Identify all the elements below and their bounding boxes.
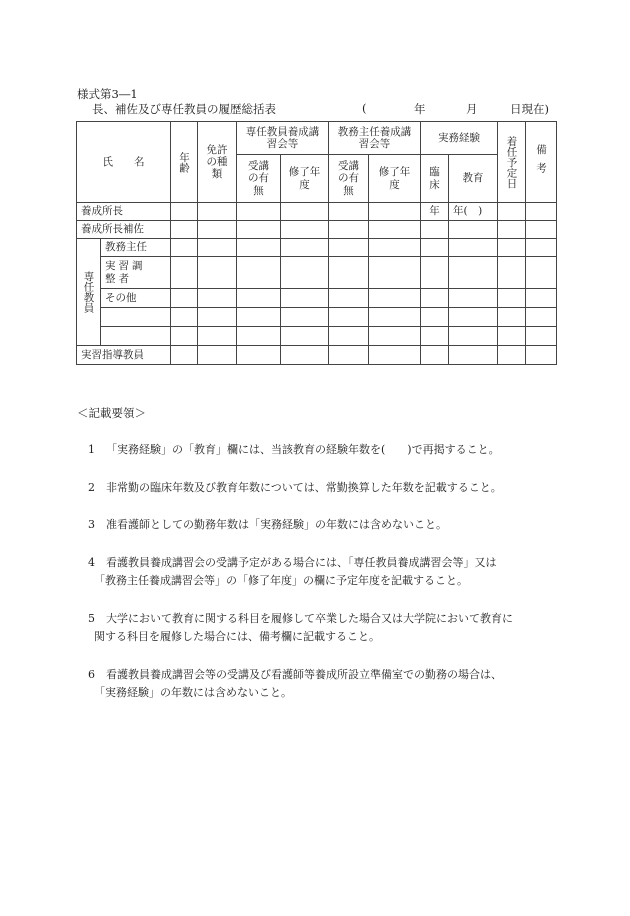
cell[interactable] [171, 327, 198, 346]
notes-heading: ＜記載要領＞ [77, 406, 146, 420]
cell[interactable] [101, 327, 171, 346]
header-senin-course: 専任教員養成講習会等 [237, 122, 329, 155]
cell[interactable] [449, 327, 498, 346]
header-senin-completion: 修了年度 [281, 155, 329, 203]
note-item: 6 看護教員養成講習会等の受講及び看護師等養成所設立準備室での勤務の場合は、 「実務経験」の年数には含めないこと。 [88, 668, 502, 699]
cell[interactable] [369, 327, 421, 346]
cell[interactable] [498, 203, 526, 221]
date-day-label: 日現在) [510, 102, 549, 116]
date-year-label: 年 [414, 102, 426, 116]
cell[interactable] [421, 327, 449, 346]
header-appointment-date: 着任予定日 [498, 122, 526, 203]
cell[interactable] [281, 327, 329, 346]
history-summary-table [76, 121, 557, 365]
header-practical-experience: 実務経験 [421, 122, 498, 155]
cell[interactable] [171, 239, 198, 257]
cell[interactable] [498, 346, 526, 365]
cell[interactable] [421, 289, 449, 308]
cell[interactable] [526, 221, 557, 239]
cell[interactable] [369, 308, 421, 327]
cell[interactable] [237, 289, 281, 308]
cell[interactable] [198, 346, 237, 365]
table-row [77, 239, 557, 257]
cell[interactable] [369, 239, 421, 257]
cell[interactable] [281, 346, 329, 365]
cell[interactable] [198, 221, 237, 239]
director-education-cell[interactable]: 年( ) [449, 203, 498, 221]
cell[interactable] [198, 327, 237, 346]
cell[interactable] [369, 289, 421, 308]
document-title: 長、補佐及び専任教員の履歴総括表 [92, 102, 276, 116]
cell[interactable] [526, 346, 557, 365]
cell[interactable] [526, 257, 557, 289]
cell[interactable] [281, 289, 329, 308]
director-clinical-cell[interactable]: 年 [421, 203, 449, 221]
cell[interactable] [171, 221, 198, 239]
header-kyomu-completion: 修了年度 [369, 155, 421, 203]
cell[interactable] [449, 289, 498, 308]
cell[interactable] [498, 327, 526, 346]
row-label-practicum-instructor: 実習指導教員 [77, 346, 171, 365]
cell[interactable] [198, 289, 237, 308]
note-item: 2 非常勤の臨床年数及び教育年数については、常勤換算した年数を記載すること。 [88, 481, 502, 494]
cell[interactable] [237, 221, 281, 239]
note-item: 3 准看護師としての勤務年数は「実務経験」の年数には含めないこと。 [88, 518, 447, 531]
cell[interactable] [498, 257, 526, 289]
date-month-label: 月 [466, 102, 478, 116]
form-number: 様式第3―1 [77, 87, 138, 101]
header-license-type: 免許の種類 [198, 122, 237, 203]
cell[interactable] [449, 221, 498, 239]
cell[interactable] [421, 257, 449, 289]
cell[interactable] [369, 346, 421, 365]
cell[interactable] [329, 203, 369, 221]
header-name: 氏 名 [77, 122, 171, 203]
table-row [77, 346, 557, 365]
cell[interactable] [281, 308, 329, 327]
cell[interactable] [449, 346, 498, 365]
cell[interactable] [526, 289, 557, 308]
cell[interactable] [237, 239, 281, 257]
note-item: 1 「実務経験」の「教育」欄には、当該教育の経験年数を( )で再掲すること。 [88, 443, 500, 456]
header-kyomu-attendance: 受講の有無 [329, 155, 369, 203]
cell[interactable] [101, 308, 171, 327]
cell[interactable] [329, 289, 369, 308]
header-kyomu-course: 教務主任養成講習会等 [329, 122, 421, 155]
row-label-assistant-director: 養成所長補佐 [77, 221, 171, 239]
note-item: 4 看護教員養成講習会の受講予定がある場合には、「専任教員養成講習会等」又は 「教務主任養成講習会等」の「修了年度」の欄に予定年度を記載すること。 [88, 556, 497, 587]
header-education: 教育 [449, 155, 498, 203]
cell[interactable] [329, 257, 369, 289]
cell[interactable] [498, 289, 526, 308]
row-label-chief-instructor: 教務主任 [101, 239, 171, 257]
header-senin-attendance: 受講の有無 [237, 155, 281, 203]
cell[interactable] [526, 239, 557, 257]
cell[interactable] [421, 221, 449, 239]
cell[interactable] [369, 221, 421, 239]
cell[interactable] [329, 308, 369, 327]
table-row [77, 327, 557, 346]
cell[interactable] [237, 257, 281, 289]
date-open-paren: ( [362, 101, 367, 115]
cell[interactable] [171, 289, 198, 308]
cell[interactable] [329, 239, 369, 257]
cell[interactable] [198, 239, 237, 257]
cell[interactable] [421, 308, 449, 327]
cell[interactable] [329, 327, 369, 346]
cell[interactable] [281, 203, 329, 221]
cell[interactable] [171, 203, 198, 221]
cell[interactable] [237, 327, 281, 346]
row-group-fulltime-faculty: 専任教員 [77, 239, 101, 346]
cell[interactable] [329, 346, 369, 365]
cell[interactable] [198, 203, 237, 221]
cell[interactable] [171, 257, 198, 289]
cell[interactable] [526, 308, 557, 327]
header-clinical: 臨床 [421, 155, 449, 203]
cell[interactable] [369, 257, 421, 289]
cell[interactable] [498, 239, 526, 257]
table-row [77, 257, 557, 289]
row-label-others: その他 [101, 289, 171, 308]
cell[interactable] [281, 239, 329, 257]
cell[interactable] [171, 346, 198, 365]
cell[interactable] [421, 346, 449, 365]
table-row [77, 308, 557, 327]
row-label-director: 養成所長 [77, 203, 171, 221]
cell[interactable] [281, 257, 329, 289]
cell[interactable] [449, 239, 498, 257]
as-of-date [362, 101, 560, 117]
cell[interactable] [421, 239, 449, 257]
cell[interactable] [526, 203, 557, 221]
cell[interactable] [237, 308, 281, 327]
row-label-practicum-coordinator: 実習調整者 [101, 257, 171, 289]
table-row [77, 221, 557, 239]
header-remarks: 備考 [526, 122, 557, 203]
cell[interactable] [171, 308, 198, 327]
cell[interactable] [498, 308, 526, 327]
cell[interactable] [449, 308, 498, 327]
cell[interactable] [198, 308, 237, 327]
note-item: 5 大学において教育に関する科目を履修して卒業した場合又は大学院において教育に 関する科目を履修した場合には、備考欄に記載すること。 [88, 612, 513, 643]
cell[interactable] [198, 257, 237, 289]
table-row [77, 289, 557, 308]
header-row-1 [77, 122, 557, 155]
header-age: 年齢 [171, 122, 198, 203]
cell[interactable] [498, 221, 526, 239]
cell[interactable] [329, 221, 369, 239]
cell[interactable] [526, 327, 557, 346]
cell[interactable] [281, 221, 329, 239]
table-row [77, 203, 557, 221]
cell[interactable] [237, 203, 281, 221]
cell[interactable] [369, 203, 421, 221]
cell[interactable] [237, 346, 281, 365]
cell[interactable] [449, 257, 498, 289]
